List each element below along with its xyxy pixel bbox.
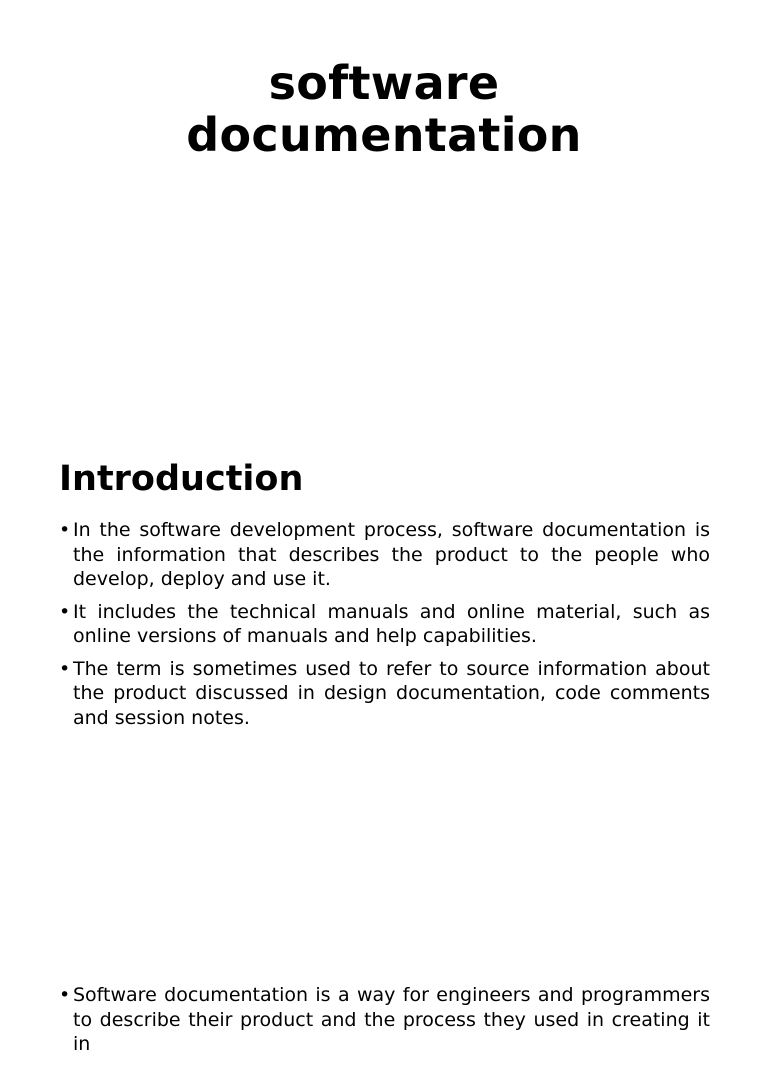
bullet-marker: •	[59, 657, 71, 680]
title-slide	[0, 0, 768, 440]
intro-bullet-list	[59, 518, 710, 738]
bullet-item	[59, 518, 710, 592]
bullet-text: The term is sometimes used to refer to source information about the product discussed in design documentation, code comments and session notes.	[73, 657, 710, 729]
partial-bullet-list	[59, 983, 710, 1065]
bullet-marker: •	[59, 984, 71, 1006]
bullet-text: Software documentation is a way for engineers and programmers to describe their product and the process they used in creating it in	[73, 984, 710, 1055]
title-line-2: documentation	[186, 108, 582, 162]
bullet-item	[59, 657, 710, 731]
bullet-item	[59, 983, 710, 1057]
bullet-text: In the software development process, software documentation is the information that describes the product to the people who develop, deploy and use it.	[73, 519, 710, 590]
introduction-slide	[0, 440, 768, 940]
bullet-item	[59, 600, 710, 649]
bullet-marker: •	[59, 519, 71, 541]
section-heading-introduction: Introduction	[59, 459, 304, 499]
bullet-text: It includes the technical manuals and online material, such as online versions of manuals and help capabilities.	[73, 600, 710, 647]
bullet-marker: •	[59, 600, 71, 623]
partial-slide	[0, 960, 768, 1055]
document-title	[0, 57, 768, 161]
title-line-1: software	[268, 56, 500, 110]
